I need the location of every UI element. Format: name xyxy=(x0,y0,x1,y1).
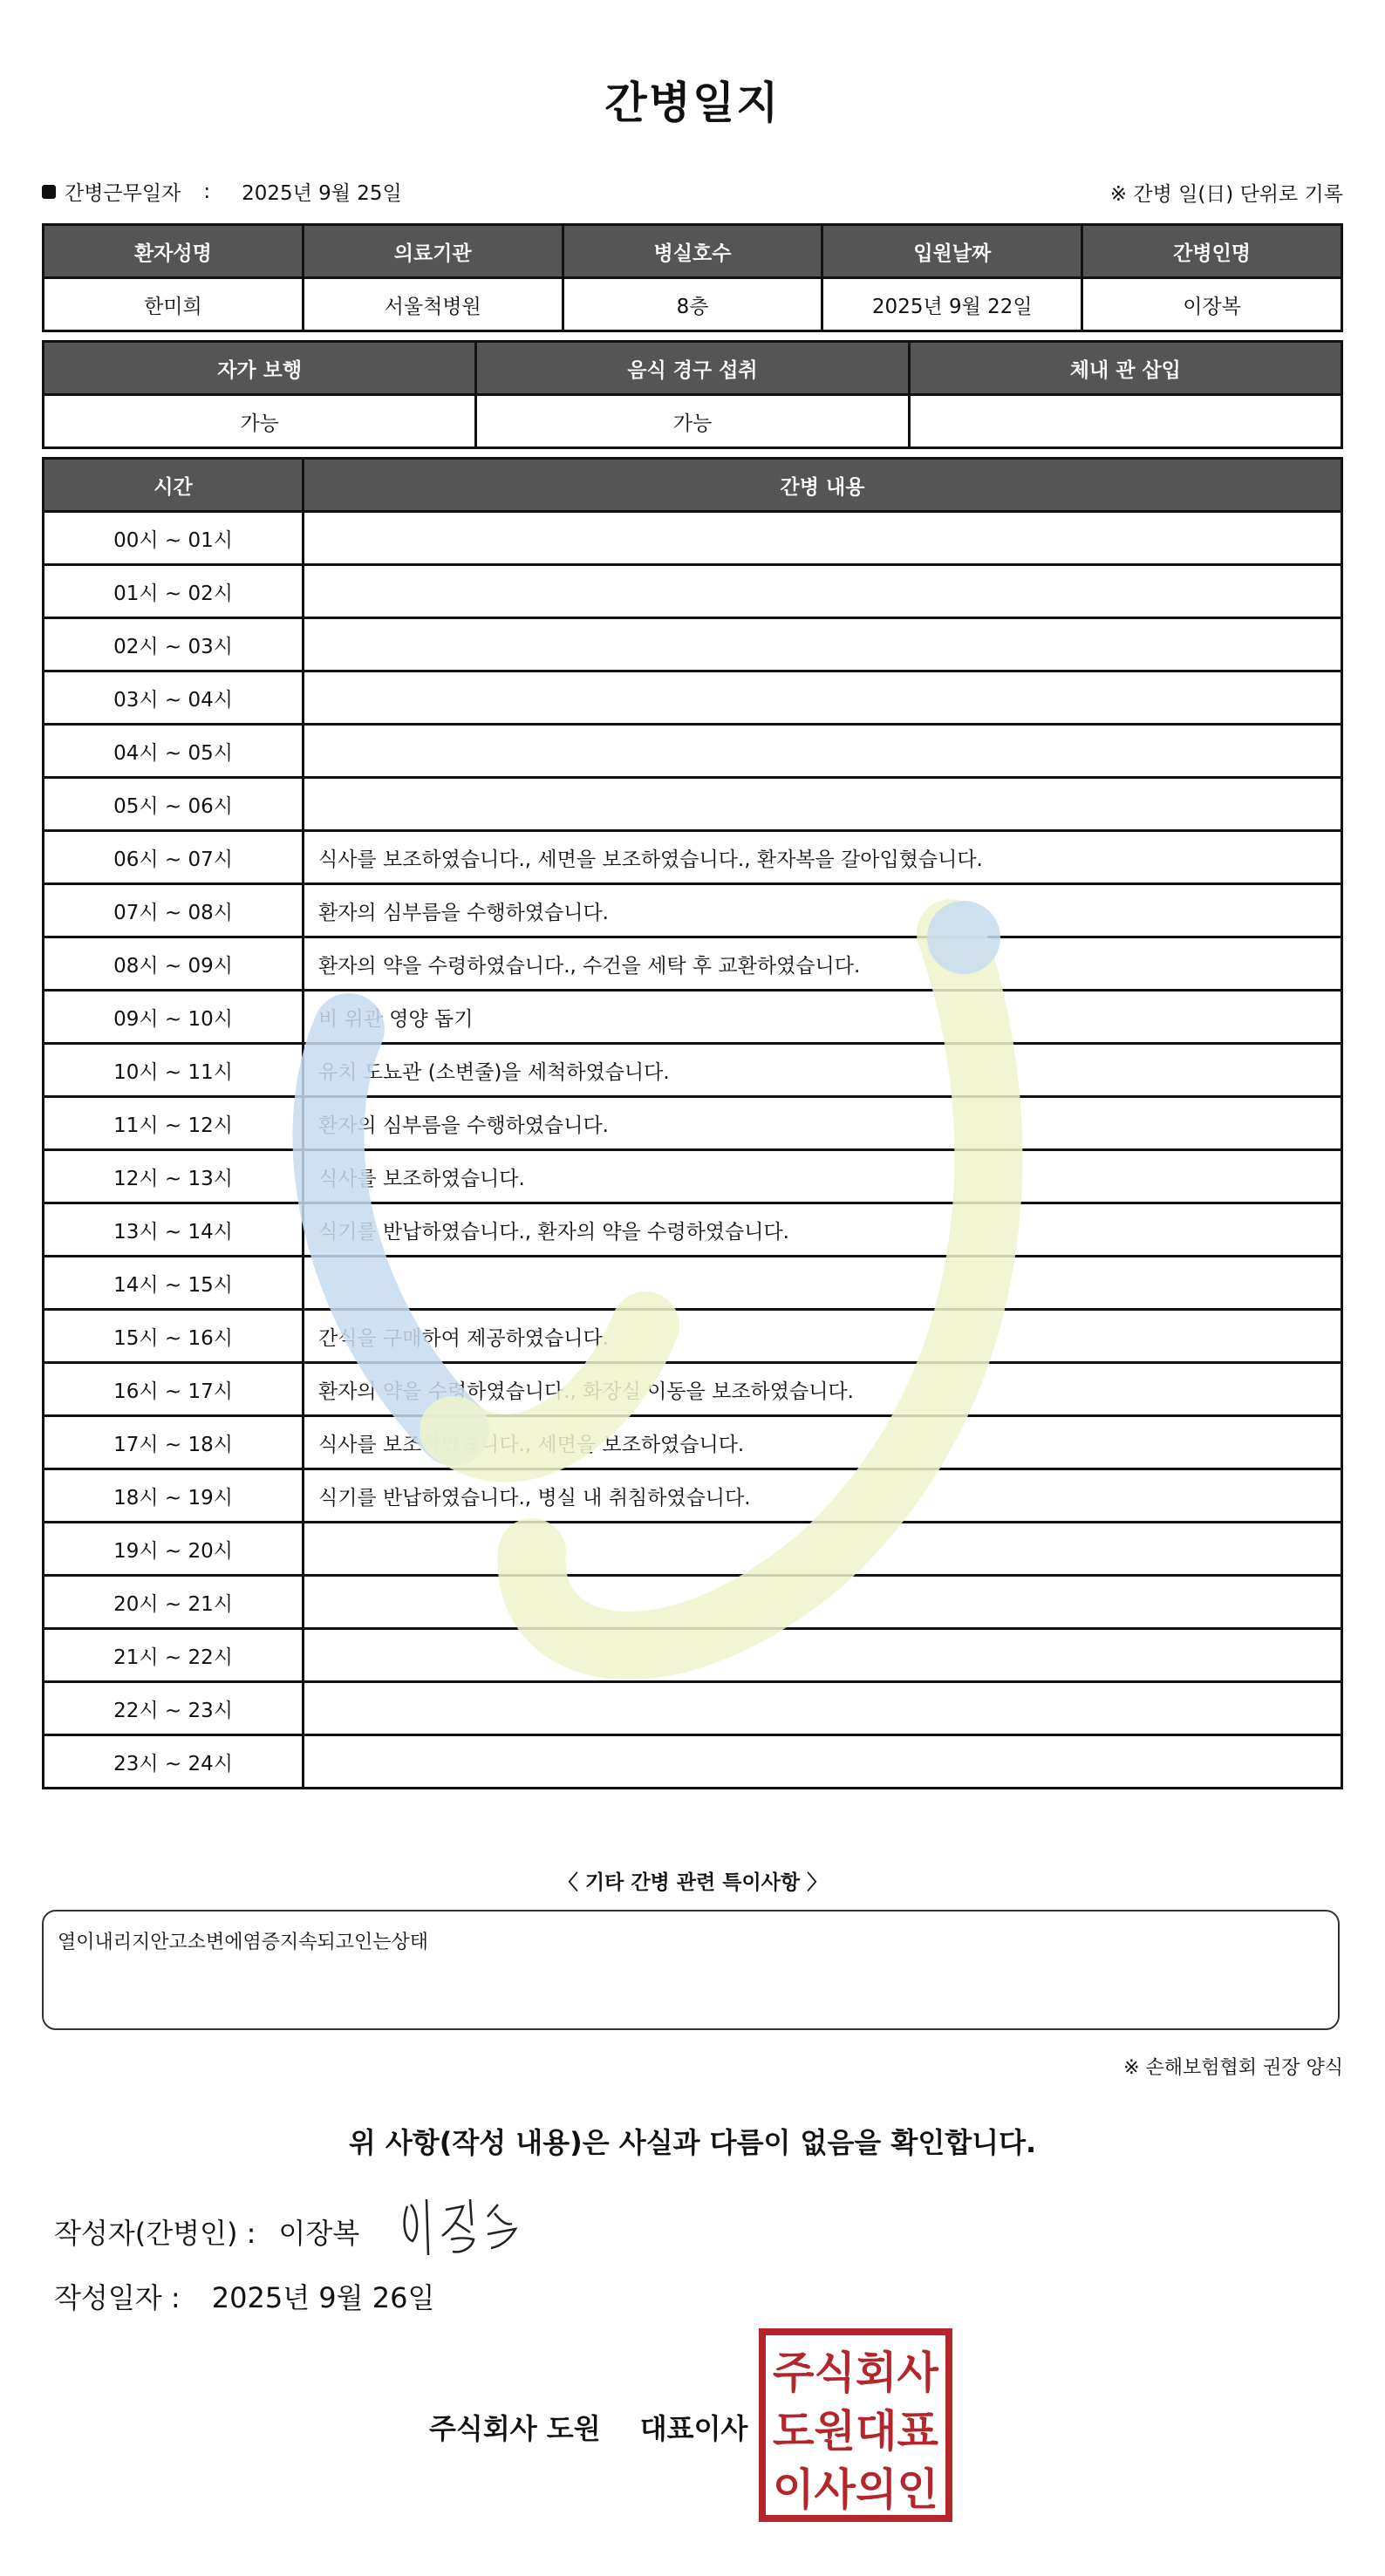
square-bullet-icon xyxy=(42,185,56,199)
seal-text-line: 도원대표 xyxy=(773,2406,939,2457)
seal-text-line: 주식회사 xyxy=(773,2348,939,2398)
patient-name: 한미희 xyxy=(44,278,304,331)
log-time: 01시 ~ 02시 xyxy=(44,565,304,618)
log-time: 21시 ~ 22시 xyxy=(44,1629,304,1682)
log-row xyxy=(44,618,1342,671)
caregiver-name: 이장복 xyxy=(1082,278,1342,331)
form-note: ※ 손해보험협회 권장 양식 xyxy=(1123,2057,1343,2079)
log-time: 10시 ~ 11시 xyxy=(44,1044,304,1097)
log-row xyxy=(44,1097,1342,1150)
log-time: 09시 ~ 10시 xyxy=(44,991,304,1044)
log-time: 15시 ~ 16시 xyxy=(44,1310,304,1363)
log-time: 11시 ~ 12시 xyxy=(44,1097,304,1150)
log-row xyxy=(44,725,1342,778)
log-content xyxy=(304,618,1342,671)
log-content: 식사를 보조하였습니다., 세면을 보조하였습니다., 환자복을 갈아입혔습니다. xyxy=(304,831,1342,884)
writer-line xyxy=(54,2211,359,2252)
log-time: 22시 ~ 23시 xyxy=(44,1682,304,1735)
log-row xyxy=(44,1416,1342,1469)
log-row xyxy=(44,512,1342,565)
log-time: 03시 ~ 04시 xyxy=(44,671,304,725)
header-care-content: 간병 내용 xyxy=(304,459,1342,512)
log-time: 12시 ~ 13시 xyxy=(44,1150,304,1203)
company-ceo-title: 대표이사 xyxy=(639,2412,748,2445)
write-date-value: 2025년 9월 26일 xyxy=(211,2281,435,2314)
log-content: 환자의 심부름을 수행하였습니다. xyxy=(304,884,1342,937)
log-content xyxy=(304,1682,1342,1735)
work-date-colon: : xyxy=(203,180,211,203)
log-row xyxy=(44,1257,1342,1310)
log-row xyxy=(44,1735,1342,1789)
patient-info-table xyxy=(42,223,1343,332)
log-row xyxy=(44,1203,1342,1257)
work-date-value: 2025년 9월 25일 xyxy=(242,182,402,205)
log-row xyxy=(44,1150,1342,1203)
log-row xyxy=(44,1629,1342,1682)
log-time: 20시 ~ 21시 xyxy=(44,1576,304,1629)
log-time: 19시 ~ 20시 xyxy=(44,1523,304,1576)
log-time: 00시 ~ 01시 xyxy=(44,512,304,565)
log-row xyxy=(44,1310,1342,1363)
log-content xyxy=(304,1735,1342,1789)
handwritten-signature xyxy=(397,2187,536,2266)
log-content xyxy=(304,565,1342,618)
writer-name: 이장복 xyxy=(278,2217,360,2250)
header-patient-name: 환자성명 xyxy=(44,225,304,278)
log-time: 23시 ~ 24시 xyxy=(44,1735,304,1789)
log-time: 13시 ~ 14시 xyxy=(44,1203,304,1257)
status-table xyxy=(42,340,1343,449)
log-content xyxy=(304,1629,1342,1682)
log-content: 식기를 반납하였습니다., 병실 내 취침하였습니다. xyxy=(304,1469,1342,1523)
log-content: 환자의 약을 수령하였습니다., 수건을 세탁 후 교환하였습니다. xyxy=(304,937,1342,991)
log-content xyxy=(304,1523,1342,1576)
header-walking: 자가 보행 xyxy=(44,342,476,395)
log-content: 환자의 심부름을 수행하였습니다. xyxy=(304,1097,1342,1150)
log-row xyxy=(44,1576,1342,1629)
hospital: 서울척병원 xyxy=(303,278,563,331)
header-admission-date: 입원날짜 xyxy=(822,225,1082,278)
log-row xyxy=(44,671,1342,725)
log-content: 식사를 보조하였습니다., 세면을 보조하였습니다. xyxy=(304,1416,1342,1469)
log-row xyxy=(44,1682,1342,1735)
log-content: 간식을 구매하여 제공하였습니다. xyxy=(304,1310,1342,1363)
log-content xyxy=(304,1576,1342,1629)
notes-box xyxy=(42,1910,1340,2030)
log-time: 05시 ~ 06시 xyxy=(44,778,304,831)
admission-date: 2025년 9월 22일 xyxy=(822,278,1082,331)
notes-title: 〈 기타 간병 관련 특이사항 〉 xyxy=(557,1871,828,1894)
log-content: 비 위관 영양 돕기 xyxy=(304,991,1342,1044)
log-content xyxy=(304,671,1342,725)
confirmation-statement: 위 사항(작성 내용)은 사실과 다름이 없음을 확인합니다. xyxy=(348,2126,1037,2159)
company-seal xyxy=(757,2327,954,2524)
log-time: 04시 ~ 05시 xyxy=(44,725,304,778)
log-row xyxy=(44,831,1342,884)
document-title: 간병일지 xyxy=(604,78,781,128)
header-hospital: 의료기관 xyxy=(303,225,563,278)
log-content: 식기를 반납하였습니다., 환자의 약을 수령하였습니다. xyxy=(304,1203,1342,1257)
header-oral-intake: 음식 경구 섭취 xyxy=(476,342,909,395)
log-content: 환자의 약을 수령하였습니다., 화장실 이동을 보조하였습니다. xyxy=(304,1363,1342,1416)
log-content xyxy=(304,512,1342,565)
tube-insertion-value xyxy=(909,395,1341,448)
log-content: 유치 도뇨관 (소변줄)을 세척하였습니다. xyxy=(304,1044,1342,1097)
header-caregiver-name: 간병인명 xyxy=(1082,225,1342,278)
log-content xyxy=(304,725,1342,778)
header-tube-insertion: 체내 관 삽입 xyxy=(909,342,1341,395)
walking-value: 가능 xyxy=(44,395,476,448)
notes-text: 열이내리지안고소변에염증지속되고인는상태 xyxy=(58,1932,429,1953)
company-line xyxy=(429,2407,747,2447)
header-room: 병실호수 xyxy=(563,225,822,278)
log-row xyxy=(44,1523,1342,1576)
writer-label: 작성자(간병인) : xyxy=(54,2217,256,2250)
header-time: 시간 xyxy=(44,459,304,512)
company-name: 주식회사 도원 xyxy=(429,2412,601,2445)
log-time: 16시 ~ 17시 xyxy=(44,1363,304,1416)
log-row xyxy=(44,1469,1342,1523)
log-row xyxy=(44,778,1342,831)
log-row xyxy=(44,1044,1342,1097)
log-time: 18시 ~ 19시 xyxy=(44,1469,304,1523)
log-row xyxy=(44,937,1342,991)
room: 8층 xyxy=(563,278,822,331)
log-time: 06시 ~ 07시 xyxy=(44,831,304,884)
log-time: 08시 ~ 09시 xyxy=(44,937,304,991)
log-time: 17시 ~ 18시 xyxy=(44,1416,304,1469)
write-date-line xyxy=(54,2276,434,2316)
oral-intake-value: 가능 xyxy=(476,395,909,448)
log-content: 식사를 보조하였습니다. xyxy=(304,1150,1342,1203)
log-time: 07시 ~ 08시 xyxy=(44,884,304,937)
log-content xyxy=(304,1257,1342,1310)
log-time: 14시 ~ 15시 xyxy=(44,1257,304,1310)
care-log-table xyxy=(42,457,1343,1789)
log-row xyxy=(44,884,1342,937)
work-date xyxy=(42,177,402,206)
unit-note: ※ 간병 일(日) 단위로 기록 xyxy=(1109,183,1343,206)
log-row xyxy=(44,991,1342,1044)
work-date-label: 간병근무일자 xyxy=(65,182,181,205)
log-row xyxy=(44,565,1342,618)
log-time: 02시 ~ 03시 xyxy=(44,618,304,671)
log-content xyxy=(304,778,1342,831)
log-row xyxy=(44,1363,1342,1416)
write-date-label: 작성일자 : xyxy=(54,2281,181,2314)
seal-text-line: 이사의인 xyxy=(773,2464,938,2515)
